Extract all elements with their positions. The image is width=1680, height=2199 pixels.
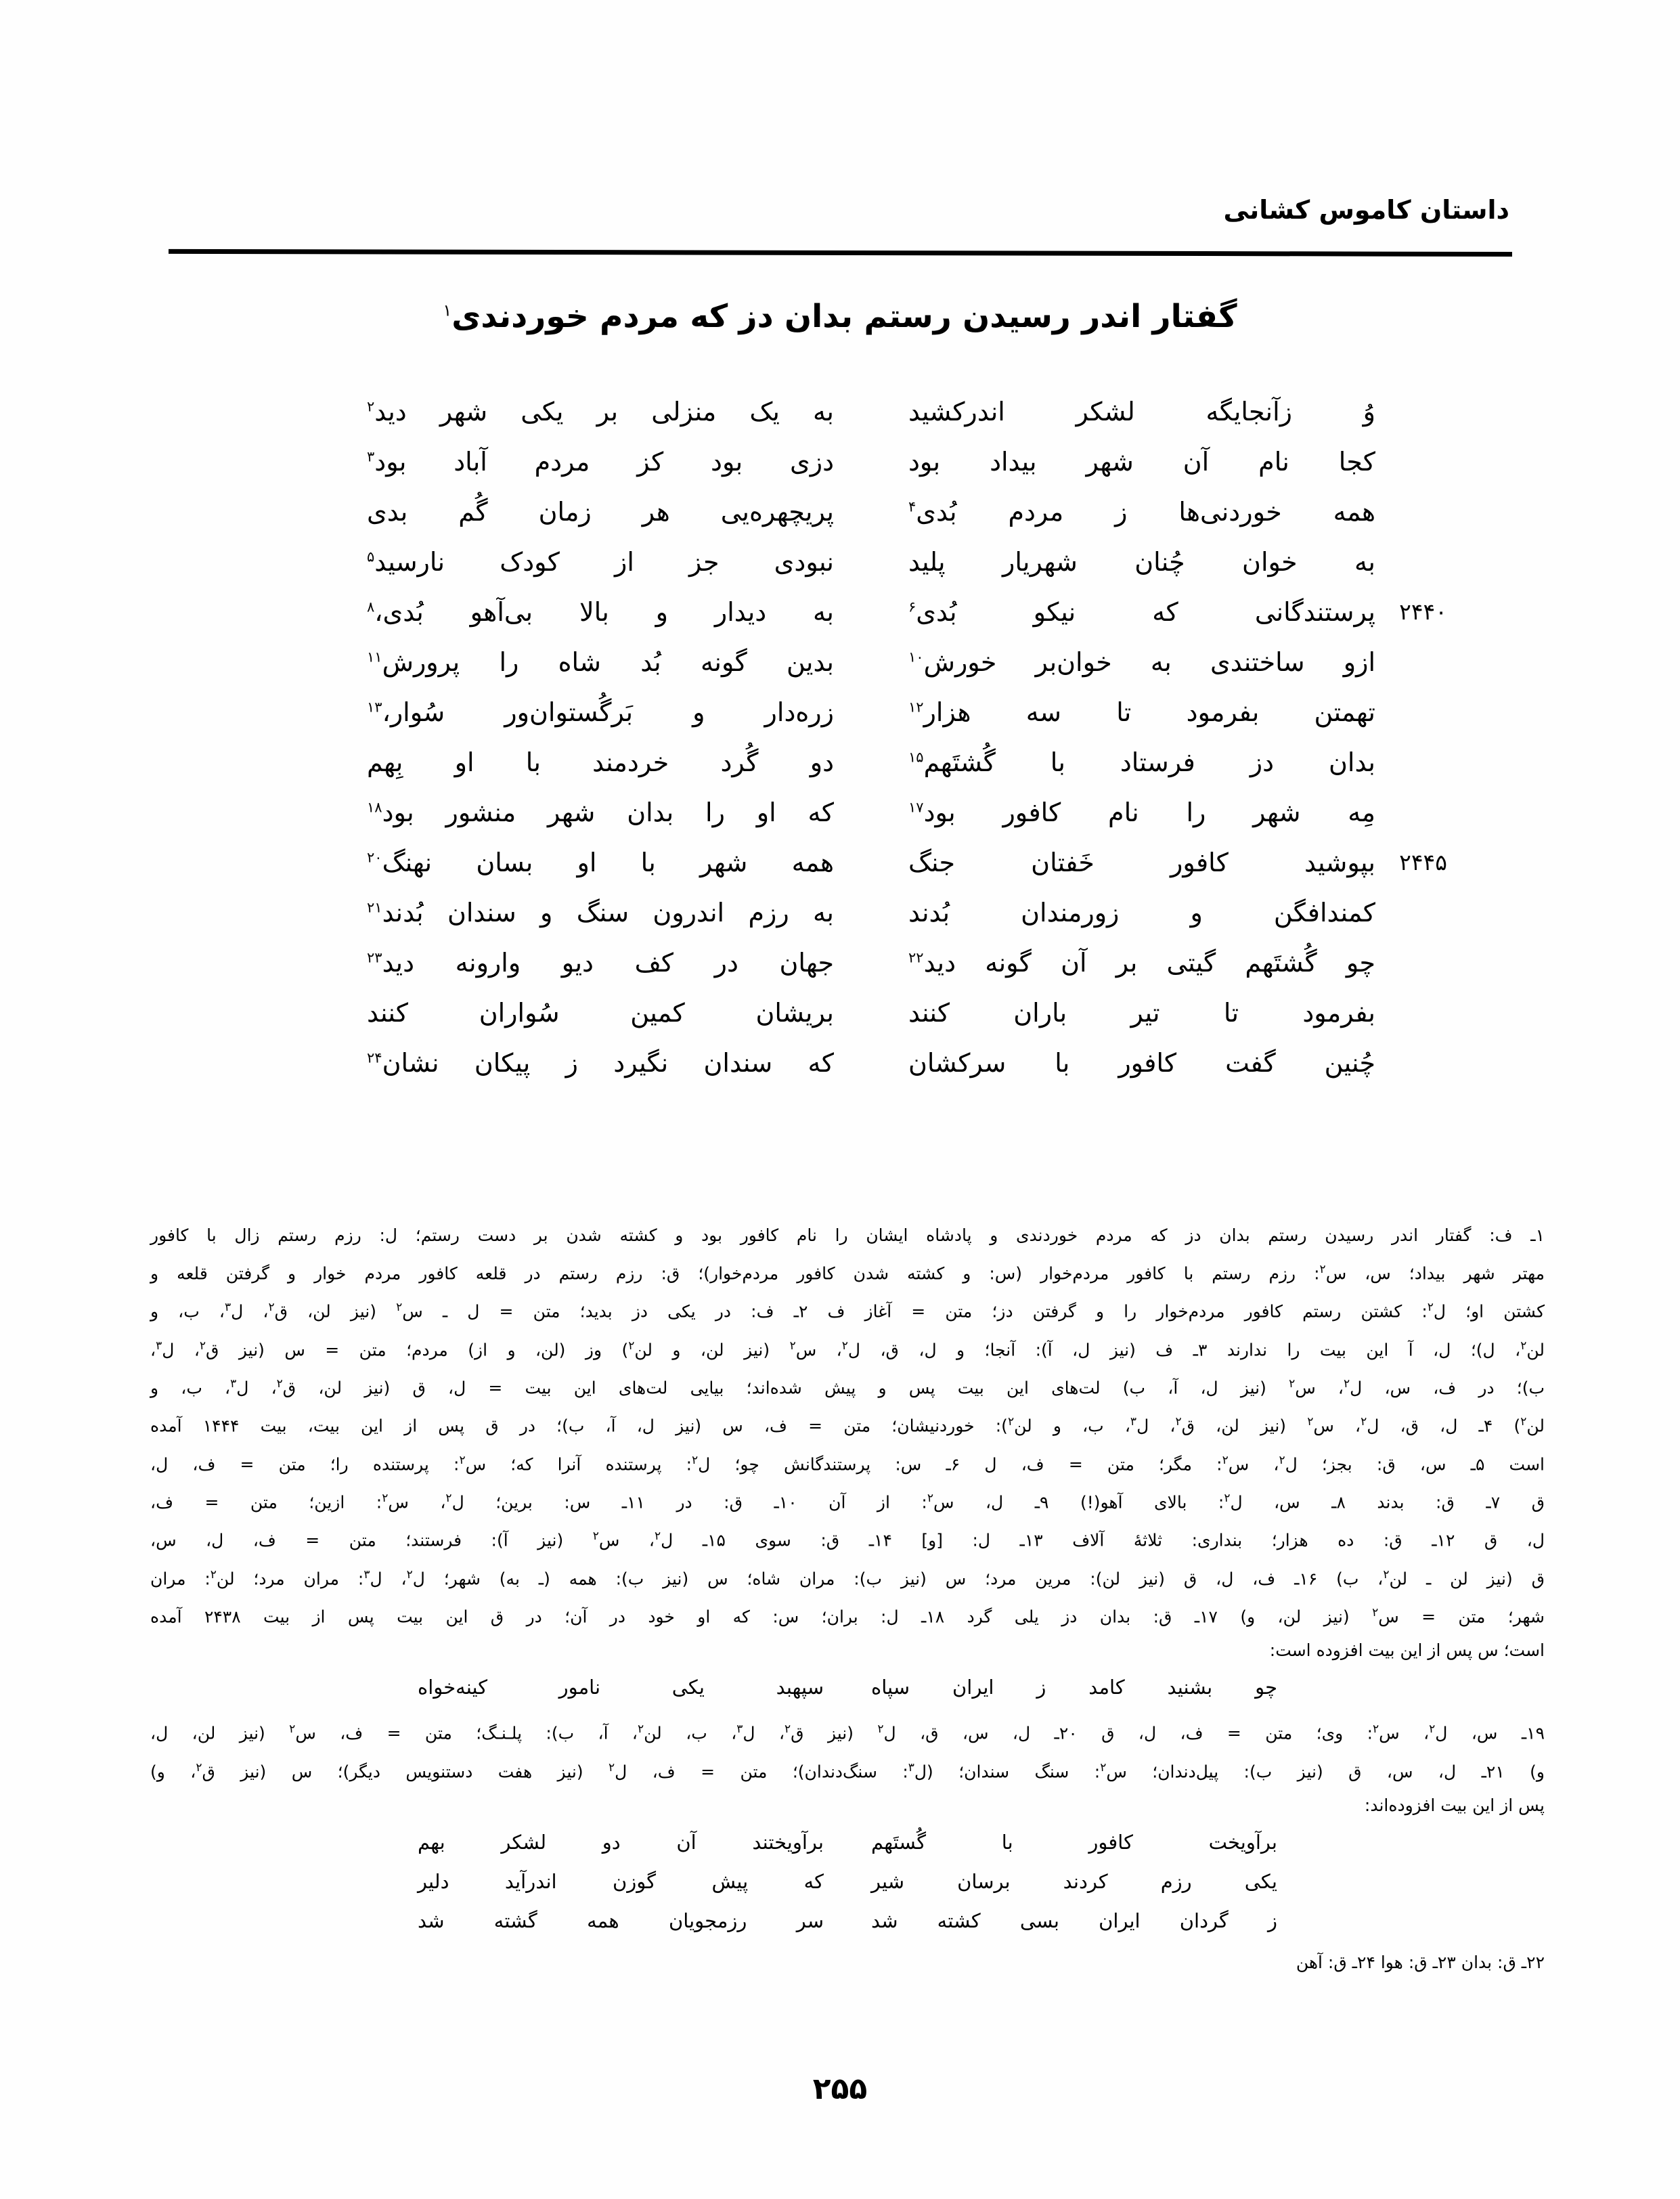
hemistich-second: که سندان نگیرد ز پیکان نشان$^{۲۴}$ — [367, 1048, 834, 1078]
verse-block — [238, 397, 1457, 1098]
hemistich-first: به خوان چُنان شهریار پلید — [908, 547, 1375, 577]
verse-row — [238, 697, 1457, 747]
apparatus-line: و) ۲۱ـ ل، س، ق (نیز ب): پیل‌دندان؛ س$^۲$: سنگ سندان؛ (ل$^۳$: سنگ‌دندان)؛ متن = ف، ل$^۲$ (نیز هفت دستنویس دیگر)؛ س (نیز ق$^۲$، و) — [150, 1760, 1545, 1781]
inset-verse-row — [150, 1865, 1545, 1904]
verse-number: ۲۴۴۰ — [1399, 598, 1447, 625]
footnote-marker: ۲۳ — [367, 949, 382, 966]
verse-row — [238, 397, 1457, 447]
hemistich-second: دو گُرد خردمند با او بِهم — [367, 747, 834, 777]
verse-row — [238, 1048, 1457, 1098]
verse-row — [238, 798, 1457, 848]
apparatus-line: لن$^۲$) ۴ـ ل، ق، ل$^۲$، س$^۲$ (نیز لن، ق$^۲$، ل$^۳$، ب، و لن$^۲$): خوردنیشان؛ متن = ف، س (نیز ل، آ، ب)؛ در ق پس از این بیت، بیت ۱۴۴۴ آمده — [150, 1415, 1545, 1436]
hemistich-first: همه خوردنی‌ها ز مردم بُدی$^۴$ — [908, 497, 1375, 527]
inset-hemistich-first: برآویخت کافور با گُستَهم — [871, 1830, 1277, 1854]
verse-row — [238, 547, 1457, 597]
verse-row — [238, 848, 1457, 898]
verse-row — [238, 898, 1457, 948]
apparatus-line: لن$^۲$، ل)؛ ل، آ این بیت را ندارند ۳ـ ف (نیز ل، آ): آنجا؛ و ل، ق، ل$^۲$، س$^۲$ (نیز لن، و لن$^۲$) وز (لن، و از) مردم؛ متن = س (نیز ق$^۲$، ل$^۳$، — [150, 1338, 1545, 1359]
inset-verse-row — [150, 1904, 1545, 1943]
hemistich-second: به دیدار و بالا بی‌آهو بُدی،$^۸$ — [367, 597, 834, 627]
footnote-marker: ۳ — [367, 448, 375, 465]
inset-hemistich-first: چو بشنید کامد ز ایران سپاه — [871, 1676, 1277, 1699]
footnote-marker: ۵ — [367, 548, 375, 565]
inset-verse-row — [150, 1670, 1545, 1710]
inset-hemistich-first: یکی رزم کردند برسان شیر — [871, 1869, 1277, 1893]
hemistich-first: بفرمود تا تیر باران کنند — [908, 998, 1375, 1028]
hemistich-second: جهان در کف دیو وارونه دید$^{۲۳}$ — [367, 948, 834, 978]
footnote-marker: ۱۸ — [367, 799, 382, 816]
apparatus-line: ۲۲ـ ق: بدان ۲۳ـ ق: هوا ۲۴ـ ق: آهن — [1296, 1952, 1545, 1972]
verse-row — [238, 747, 1457, 798]
verse-row — [238, 998, 1457, 1048]
verse-number: ۲۴۴۵ — [1399, 849, 1447, 875]
hemistich-second: به یک منزلی بر یکی شهر دید$^۲$ — [367, 397, 834, 427]
footnote-marker: ۱۷ — [908, 799, 924, 816]
verse-row — [238, 447, 1457, 497]
footnote-marker: ۴ — [908, 498, 916, 515]
hemistich-first: چُنین گفت کافور با سرکشان — [908, 1048, 1375, 1078]
header-rule — [169, 249, 1512, 257]
hemistich-second: نبودی جز از کودک نارسید$^۵$ — [367, 547, 834, 577]
apparatus-line: ب)؛ در ف، س، ل$^۲$، س$^۲$ (نیز ل، آ، ب) لت‌های این بیت پس و پیش شده‌اند؛ بیایی لت‌های این بیت = ل، ق (نیز لن، ق$^۲$، ل$^۳$، ب، و — [150, 1376, 1545, 1398]
inset-hemistich-first: ز گردان ایران بسی کشته شد — [871, 1909, 1277, 1932]
footnote-marker: ۲ — [367, 398, 375, 415]
apparatus-line: ق ۷ـ ق: بدند ۸ـ س، ل$^۲$: بالای آهو(!) ۹ـ ل، س$^۲$: از آن ۱۰ـ ق: در ۱۱ـ س: برین؛ ل$^۲$، س$^۲$: ازین؛ متن = ف، — [150, 1491, 1545, 1512]
running-head: داستان کاموس کشانی — [1223, 195, 1509, 225]
footnote-marker: ۱۰ — [908, 649, 924, 666]
verse-row — [238, 597, 1457, 647]
footnote-marker: ۶ — [908, 598, 916, 615]
footnote-marker: ۱۲ — [908, 699, 924, 716]
inset-hemistich-second: سپهبد یکی نامور کینه‌خواه — [418, 1676, 824, 1699]
hemistich-first: تهمتن بفرمود تا سه هزار$^{۱۲}$ — [908, 697, 1375, 727]
footnote-marker: ۲۲ — [908, 949, 924, 966]
apparatus-line: است ۵ـ س، ق: بجز؛ ل$^۲$، س$^۲$: مگر؛ متن = ف، ل ۶ـ س: پرستندگانش چو؛ ل$^۲$: پرستنده آنرا که؛ س$^۲$: پرستنده را؛ متن = ف، ل، — [150, 1453, 1545, 1474]
apparatus-line: ۱ـ ف: گفتار اندر رسیدن رستم بدان دز که مردم خوردندی و پادشاه ایشان را نام کافور بود و کشته شدن بر دست رستم؛ ل: رزم رستم زال با کافور — [150, 1225, 1545, 1245]
inset-couplet-group-two — [150, 1825, 1545, 1943]
hemistich-second: دزی بود کز مردم آباد بود$^۳$ — [367, 447, 834, 477]
hemistich-second: که او را بدان شهر منشور بود$^{۱۸}$ — [367, 798, 834, 827]
hemistich-first: چو گُشتَهم گیتی بر آن گونه دید$^{۲۲}$ — [908, 948, 1375, 978]
inset-hemistich-second: برآویختند آن دو لشکر بهم — [418, 1830, 824, 1854]
hemistich-second: به رزم اندرون سنگ و سندان بُدند$^{۲۱}$ — [367, 898, 834, 928]
hemistich-second: بدین گونه بُد شاه را پرورش$^{۱۱}$ — [367, 647, 834, 677]
hemistich-first: مِه شهر را نام کافور بود$^{۱۷}$ — [908, 798, 1375, 827]
page-number: ۲۵۵ — [812, 2072, 868, 2106]
inset-verse-row — [150, 1825, 1545, 1865]
critical-apparatus — [150, 1219, 1545, 1980]
chapter-title-text: گفتار اندر رسیدن رستم بدان دز که مردم خوردندی — [451, 298, 1237, 335]
apparatus-line: است؛ س پس از این بیت افزوده است: — [1269, 1640, 1545, 1661]
hemistich-first: کمندافگن و زورمندان بُدند — [908, 898, 1375, 928]
chapter-title — [0, 298, 1680, 335]
apparatus-line: ق (نیز لن ـ لن$^۲$، ب) ۱۶ـ ف، ل، ق (نیز لن): مرین مرد؛ س (نیز ب): مران شاه؛ س (نیز ب): همه (ـ به) شهر؛ ل$^۲$، ل$^۳$: مران مرد؛ لن$^۲$: مران — [150, 1567, 1545, 1588]
hemistich-first: پرستندگانی که نیکو بُدی$^۶$ — [908, 597, 1375, 627]
hemistich-second: زره‌دار و بَرگُستوان‌ور سُوار،$^{۱۳}$ — [367, 697, 834, 727]
hemistich-first: وُ زآنجایگه لشکر اندرکشید — [908, 397, 1375, 427]
apparatus-line: پس از این بیت افزوده‌اند: — [1364, 1795, 1545, 1815]
footnote-marker: ۱۳ — [367, 699, 382, 716]
footnote-marker: ۲۴ — [367, 1049, 382, 1066]
apparatus-line: کشتن او؛ ل$^۲$: کشتن رستم کافور مردم‌خوار را و گرفتن دز؛ متن = آغاز ف ۲ـ ف: در یکی دز بدید؛ متن = ل ـ س$^۲$ (نیز لن، ق$^۲$، ل$^۳$، ب، و — [150, 1301, 1545, 1322]
footnote-marker: ۲۱ — [367, 899, 382, 916]
verse-row — [238, 497, 1457, 547]
footnote-marker: ۱۱ — [367, 649, 382, 666]
apparatus-line: شهر؛ متن = س$^۲$ (نیز لن، و) ۱۷ـ ق: بدان دز یلی گرد ۱۸ـ ل: بران؛ س: که او خود در آن؛ در ق این بیت پس از بیت ۲۴۳۸ آمده — [150, 1605, 1545, 1627]
footnote-marker: ۸ — [367, 598, 375, 615]
footnote-marker: ۲۰ — [367, 849, 382, 866]
verse-row — [238, 647, 1457, 697]
footnote-marker: ۱۵ — [908, 749, 924, 766]
hemistich-second: پریچهره‌یی هر زمان گُم بدی — [367, 497, 834, 527]
apparatus-line: ل، ق ۱۲ـ ق: ده هزار؛ بنداری: ثلاثهٔ آلاف ۱۳ـ ل: [و] ۱۴ـ ق: سوی ۱۵ـ ل$^۲$، س$^۲$ (نیز آ): فرستند؛ متن = ف، ل، س، — [150, 1529, 1545, 1550]
verse-row — [238, 948, 1457, 998]
hemistich-second: بریشان کمین سُواران کنند — [367, 998, 834, 1028]
hemistich-first: ازو ساختندی به خوان‌بر خورش$^{۱۰}$ — [908, 647, 1375, 677]
hemistich-first: کجا نام آن شهر بیداد بود — [908, 447, 1375, 477]
hemistich-second: همه شهر با او بسان نهنگ$^{۲۰}$ — [367, 848, 834, 877]
inset-hemistich-second: سر رزمجویان همه گشته شد — [418, 1909, 824, 1932]
inset-couplet-group-one — [150, 1670, 1545, 1710]
hemistich-first: بدان دز فرستاد با گُشتَهم$^{۱۵}$ — [908, 747, 1375, 777]
apparatus-line: مهتر شهر بیداد؛ س، س$^۲$: رزم رستم با کافور مردم‌خوار (س: و کشته شدن کافور مردم‌خوار)؛ ق: رزم رستم در قلعه کافور مردم خوار و گرفتن قلعه و — [150, 1263, 1545, 1284]
hemistich-first: بپوشید کافور خَفتان جنگ — [908, 848, 1375, 877]
inset-hemistich-second: که پیش گوزن اندرآید دلیر — [418, 1869, 824, 1893]
chapter-title-footnote-marker: ۱ — [443, 301, 452, 320]
apparatus-line: ۱۹ـ س، ل$^۲$، س$^۲$: وی؛ متن = ف، ل، ق ۲۰ـ ل، س، ق، ل$^۲$ (نیز ق$^۲$، ل$^۳$، ب، لن$^۲$، آ، ب): پلـنـگ؛ متن = ف، س$^۲$ (نیز لن، ل، — [150, 1722, 1545, 1743]
